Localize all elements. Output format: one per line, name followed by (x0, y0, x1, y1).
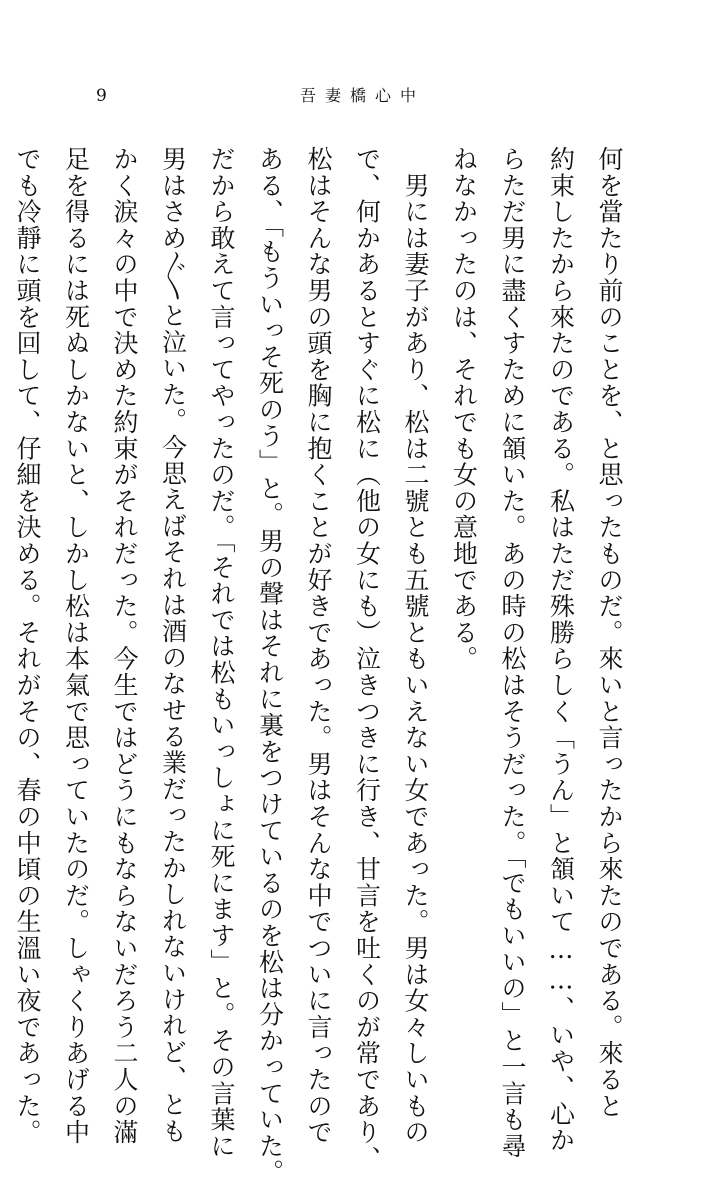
text-line: らただ男に盡くすために頷いた。あの時の松はそうだった。「でもいいの」と一言も尋 (498, 146, 527, 1160)
running-head: 吾妻橋心中 (300, 86, 426, 105)
text-line: 男には妻子があり、松は二號とも五號ともいえない女であった。男は女々しいもの (401, 146, 430, 1146)
text-line: かく涙々の中で決めた約束がそれだった。今生ではどうにもならないだろう二人の滿 (110, 146, 139, 1146)
text-line (0, 146, 3, 946)
text-line: で、何かあるとすぐに松に（他の女にも）泣きつきに行き、甘言を吐くのが常であり、 (352, 146, 382, 1172)
page-number: 9 (96, 86, 107, 106)
text-line: 約束したから來たのである。私はただ殊勝らしく「うん」と頷いて……、いや、心か (546, 146, 576, 1154)
body-text (13, 146, 633, 1186)
text-line: だから敢えて言ってやったのだ。「それでは松もいっしょに死にます」と。その言葉に (207, 146, 236, 1160)
text-line: ある、「もういっそ死のう」と。男の聲はそれに裏をつけているのを松は分かっていた。 (255, 146, 285, 1186)
text-line: 松はそんな男の頭を胸に抱くことが好きであった。男はそんな中でついに言ったので (304, 146, 333, 1146)
text-line: ねなかったのは、それでも女の意地である。 (449, 146, 479, 672)
text-line: 何を當たり前のことを、と思ったものだ。來いと言ったから來たのである。來ると (595, 146, 624, 1120)
text-line: 男はさめ〴〵と泣いた。今思えばそれは酒のなせる業だったかしれないけれど、とも (158, 146, 188, 1145)
text-line: 足を得るには死ぬしかないと、しかし松は本氣で思っていたのだ。しゃくりあげる中 (61, 146, 91, 1146)
text-line: でも冷靜に頭を回して、仔細を決める。それがその、春の中頃の生溫い夜であった。 (13, 146, 42, 1146)
